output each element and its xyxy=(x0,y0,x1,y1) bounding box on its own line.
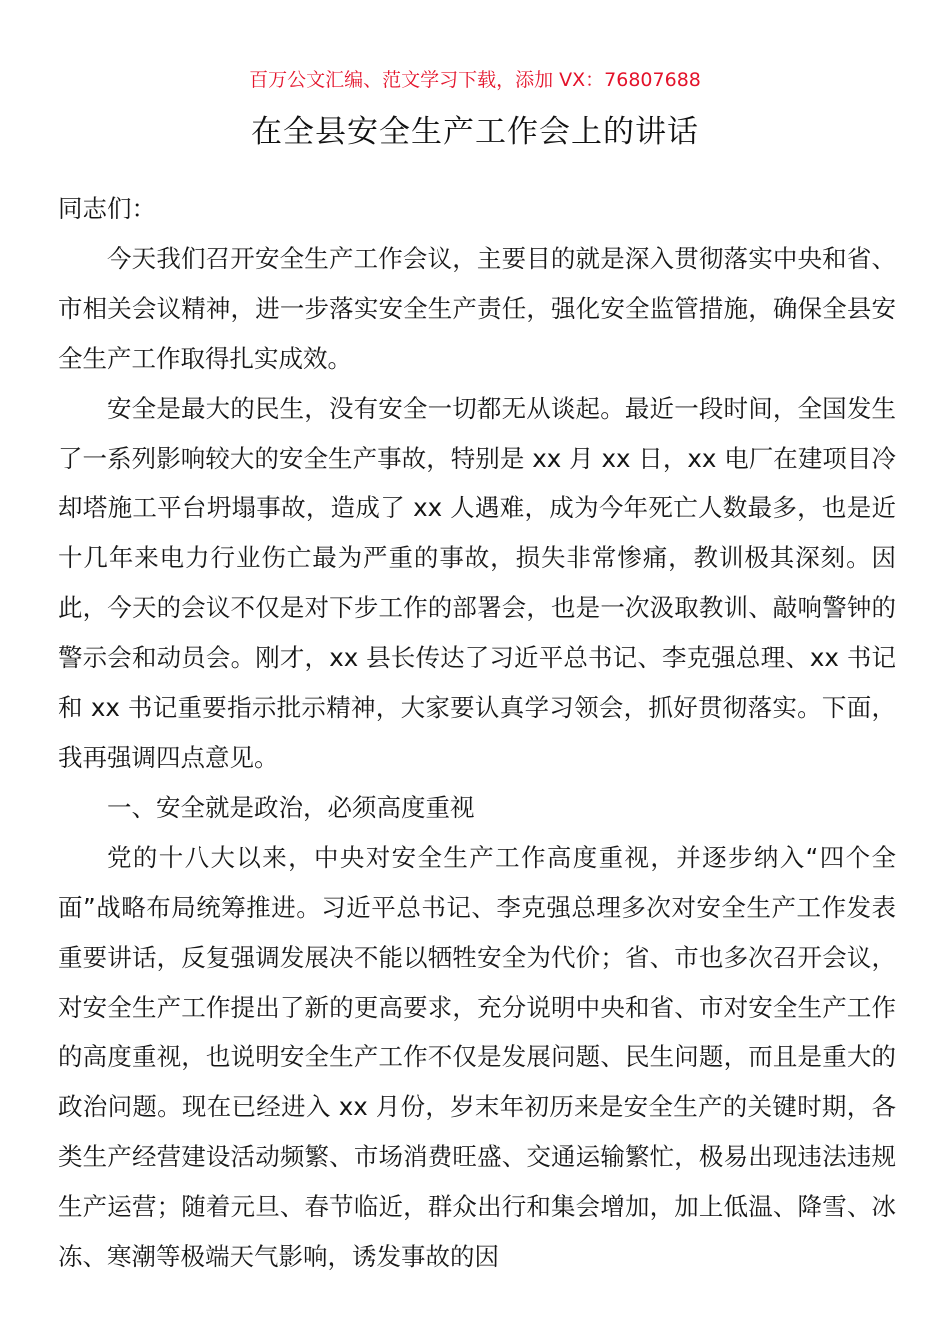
section-heading-1: 一、安全就是政治，必须高度重视 xyxy=(107,792,475,822)
paragraph-intro: 今天我们召开安全生产工作会议，主要目的就是深入贯彻落实中央和省、市相关会议精神，进一步落实安全生产责任，强化安全监管措施，确保全县安全生产工作取得扎实成效。 xyxy=(58,243,896,373)
greeting: 同志们： xyxy=(58,194,156,223)
paragraph-background: 安全是最大的民生，没有安全一切都无从谈起。最近一段时间，全国发生了一系列影响较大的安全生产事故，特别是 xx 月 xx 日，xx 电厂在建项目冷却塔施工平台坍塌事故，造成了 xx 人遇难，成为今年死亡人数最多，也是近十几年来电力行业伤亡最为严重的事故，损失非常惨痛，教训极其深刻。因此，今天的会议不仅是对下步工作的部署会，也是一次汲取教训、敲响警钟的警示会和动员会。刚才，xx 县长传达了习近平总书记、李克强总理、xx 书记和 xx 书记重要指示批示精神，大家要认真学习领会，抓好贯彻落实。下面，我再强调四点意见。 xyxy=(58,393,896,772)
document-body xyxy=(58,184,896,1282)
header-note: 百万公文汇编、范文学习下载，添加 VX：76807688 xyxy=(249,69,701,91)
paragraph-section-1: 党的十八大以来，中央对安全生产工作高度重视，并逐步纳入“四个全面”战略布局统筹推进。习近平总书记、李克强总理多次对安全生产工作发表重要讲话，反复强调发展决不能以牺牲安全为代价；省、市也多次召开会议，对安全生产工作提出了新的更高要求，充分说明中央和省、市对安全生产工作的高度重视，也说明安全生产工作不仅是发展问题、民生问题，而且是重大的政治问题。现在已经进入 xx 月份，岁末年初历来是安全生产的关键时期，各类生产经营建设活动频繁、市场消费旺盛、交通运输繁忙，极易出现违法违规生产运营；随着元旦、春节临近，群众出行和集会增加，加上低温、降雪、冰冻、寒潮等极端天气影响，诱发事故的因 xyxy=(58,842,896,1272)
document-title: 在全县安全生产工作会上的讲话 xyxy=(251,114,699,150)
